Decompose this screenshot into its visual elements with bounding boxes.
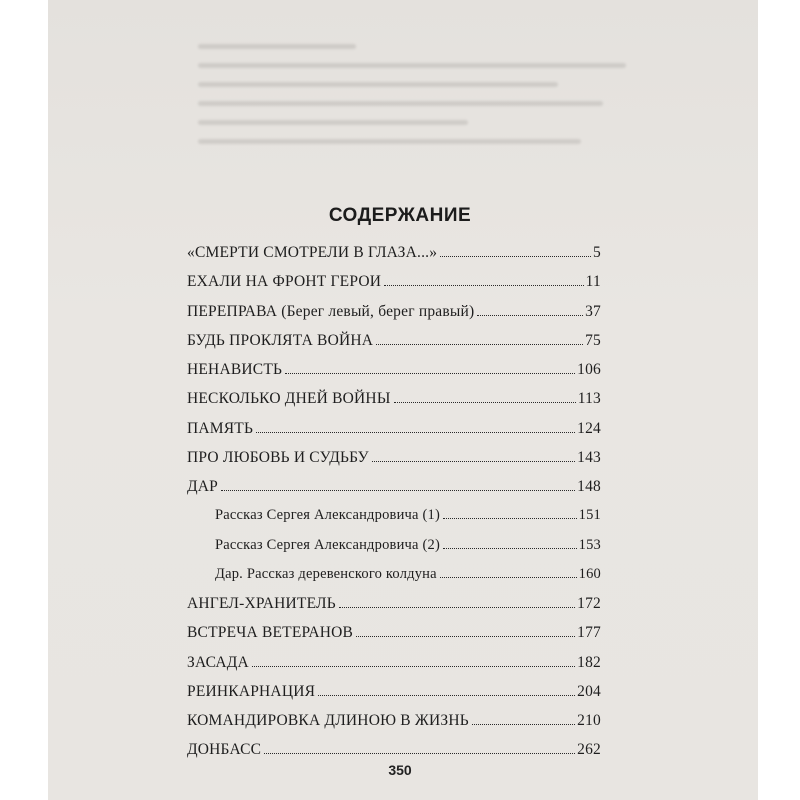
toc-entry-page: 37 [585, 302, 601, 320]
toc-entry-page: 151 [578, 507, 601, 524]
toc-entry [187, 244, 601, 273]
dot-leader [339, 607, 575, 608]
toc-entry-page: 148 [577, 478, 601, 495]
dot-leader [285, 373, 575, 374]
toc-entry [187, 303, 601, 332]
toc-entry-page: 172 [577, 595, 601, 612]
toc-entry-title: «СМЕРТИ СМОТРЕЛИ В ГЛАЗА...» [187, 244, 438, 261]
dot-leader [472, 724, 575, 725]
toc-entry-title: Дар. Рассказ деревенского колдуна [215, 565, 437, 582]
toc-entry [187, 507, 601, 536]
dot-leader [440, 577, 577, 578]
toc-entry [187, 683, 601, 712]
dot-leader [318, 695, 575, 696]
dot-leader [477, 315, 583, 316]
toc-entry-title: БУДЬ ПРОКЛЯТА ВОЙНА [187, 331, 374, 349]
toc-entry [187, 478, 601, 507]
toc-entry-page: 160 [578, 565, 601, 582]
toc-entry [187, 595, 601, 624]
toc-entry-page: 210 [577, 712, 601, 729]
toc-entry-title: НЕСКОЛЬКО ДНЕЙ ВОЙНЫ [187, 390, 391, 408]
toc-entry [187, 390, 601, 419]
toc-entry-title: АНГЕЛ-ХРАНИТЕЛЬ [187, 595, 336, 612]
toc-entry-title: ПРО ЛЮБОВЬ И СУДЬБУ [187, 448, 369, 466]
toc-entry [187, 420, 601, 449]
toc-entry-title: Рассказ Сергея Александровича (2) [215, 536, 440, 553]
toc-entry-title: ДАР [187, 478, 218, 495]
toc-entry-page: 143 [577, 448, 601, 466]
toc-entry-title: КОМАНДИРОВКА ДЛИНОЮ В ЖИЗНЬ [187, 712, 469, 729]
toc-entry-page: 106 [577, 361, 601, 378]
toc-entry-title: НЕНАВИСТЬ [187, 361, 283, 378]
toc-entry-title: ЗАСАДА [187, 653, 249, 671]
toc-entry-title: ПЕРЕПРАВА (Берег левый, берег правый) [187, 302, 475, 320]
toc-entry [187, 449, 601, 478]
dot-leader [384, 285, 584, 286]
toc-entry-page: 11 [585, 273, 601, 291]
dot-leader [264, 753, 575, 754]
toc-entry-page: 75 [585, 331, 601, 349]
toc-entry-title: ПАМЯТЬ [187, 419, 254, 437]
toc-heading: СОДЕРЖАНИЕ [328, 205, 472, 226]
toc-entry [187, 712, 601, 741]
toc-entry-title: ЕХАЛИ НА ФРОНТ ГЕРОИ [187, 273, 382, 291]
toc-entry [187, 273, 601, 302]
toc-entry-page: 182 [577, 653, 601, 671]
toc-entry-title: Рассказ Сергея Александровича (1) [215, 507, 440, 524]
toc-entry-page: 113 [577, 390, 601, 408]
toc-entry-page: 153 [578, 536, 601, 553]
dot-leader [221, 490, 575, 491]
dot-leader [394, 402, 576, 403]
dot-leader [256, 432, 575, 433]
toc-entry-title: РЕИНКАРНАЦИЯ [187, 682, 316, 700]
toc-entry-title: ДОНБАСС [187, 741, 262, 759]
toc-entry [187, 537, 601, 566]
dot-leader [356, 636, 575, 637]
toc-entry [187, 332, 601, 361]
toc-list [187, 244, 601, 771]
toc-entry-page: 204 [577, 682, 601, 700]
toc-entry [187, 624, 601, 653]
dot-leader [376, 344, 583, 345]
dot-leader [440, 256, 591, 257]
toc-entry-page: 177 [577, 624, 601, 642]
dot-leader [443, 518, 577, 519]
dot-leader [443, 548, 577, 549]
page-number: 350 [388, 762, 412, 778]
toc-entry-page: 5 [593, 244, 601, 261]
toc-entry-page: 262 [577, 741, 601, 759]
show-through-text [198, 30, 648, 230]
toc-entry [187, 361, 601, 390]
toc-entry [187, 566, 601, 595]
toc-entry-title: ВСТРЕЧА ВЕТЕРАНОВ [187, 624, 354, 642]
toc-entry-page: 124 [577, 419, 601, 437]
dot-leader [372, 461, 575, 462]
dot-leader [252, 666, 575, 667]
toc-entry [187, 654, 601, 683]
